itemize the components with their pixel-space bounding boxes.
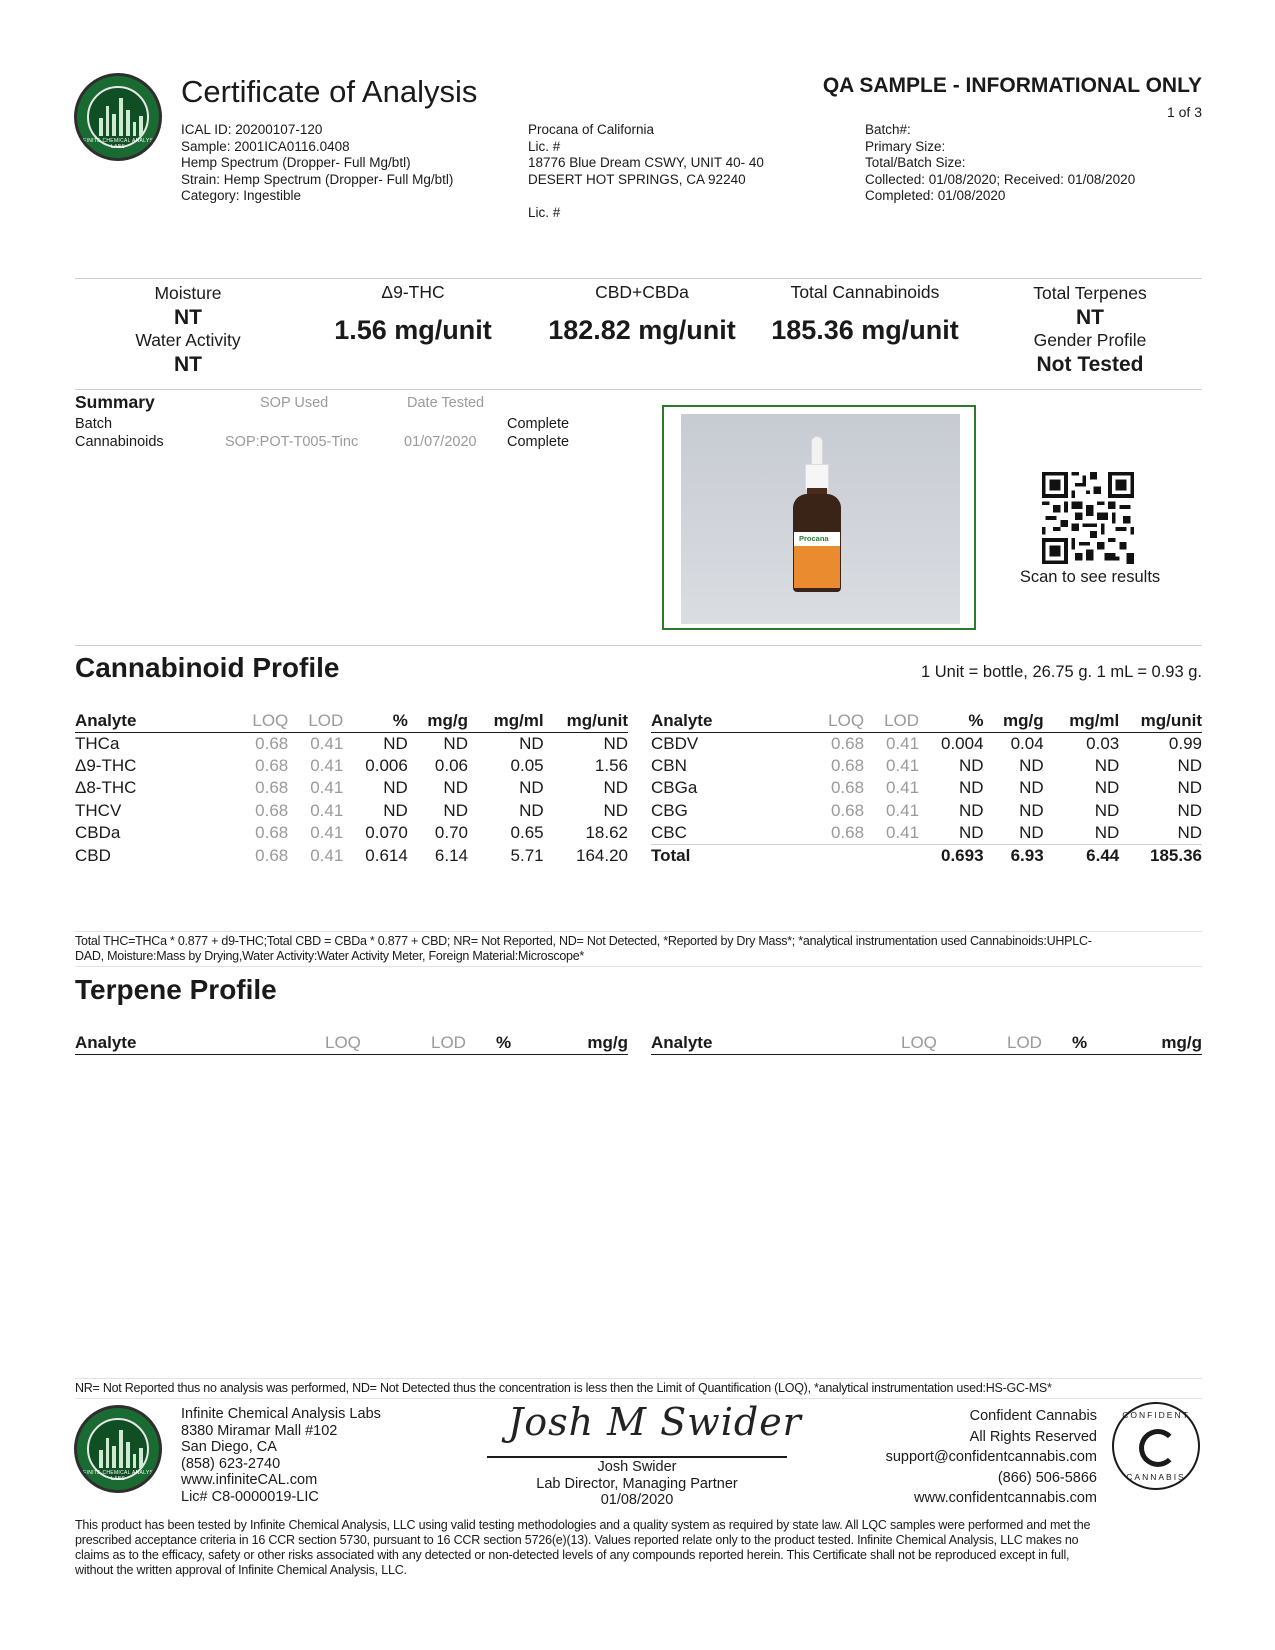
mg-g-cell: ND	[443, 733, 468, 753]
lod-cell: 0.41	[310, 733, 344, 753]
col-lod: LOD	[431, 1033, 466, 1052]
cc-logo-bottom: CANNABIS	[1126, 1472, 1186, 1482]
table-row	[75, 822, 628, 845]
percent-cell: ND	[958, 823, 984, 842]
category: Category: Ingestible	[181, 188, 302, 203]
loq-cell: 0.68	[830, 800, 865, 820]
col-mg-ml: mg/ml	[468, 710, 544, 732]
mg-g-cell: ND	[443, 800, 468, 820]
total-cannabinoids-label: Total Cannabinoids	[790, 282, 940, 302]
table-row	[651, 732, 1202, 755]
col-mg-unit: mg/unit	[1119, 710, 1202, 732]
unit-note: 1 Unit = bottle, 26.75 g. 1 mL = 0.93 g.	[921, 663, 1202, 681]
disclaimer-line: This product has been tested by Infinite Chemical Analysis, LLC using valid testing methodologies and a quality system as required by state law. All LQC samples were performed and met the	[75, 1518, 1091, 1532]
analyte-cell: CBC	[651, 823, 687, 842]
strain: Strain: Hemp Spectrum (Dropper- Full Mg/btl)	[181, 171, 454, 187]
percent-cell: 0.070	[365, 823, 408, 843]
analyte-cell: CBGa	[651, 778, 698, 798]
sample-id: Sample: 2001ICA0116.0408	[181, 138, 350, 154]
analyte-cell: CBDa	[75, 823, 121, 843]
col-loq: LOQ	[325, 1033, 361, 1052]
loq-cell: 0.68	[830, 823, 865, 842]
col-mg-unit: mg/unit	[544, 710, 628, 732]
sop-header: SOP Used	[260, 395, 329, 411]
percent-cell: ND	[383, 778, 408, 798]
lab-info	[181, 1406, 381, 1505]
signatory-title: Lab Director, Managing Partner	[536, 1475, 738, 1492]
loq-cell: 0.68	[830, 733, 865, 753]
col-percent: %	[343, 710, 408, 732]
mg-ml-cell: ND	[1094, 823, 1120, 842]
mg-ml-cell: ND	[519, 778, 544, 798]
mg-g-cell: 6.14	[434, 845, 468, 865]
lab-phone: (858) 623-2740	[181, 1455, 281, 1472]
lab-logo-footer	[74, 1405, 162, 1493]
d9thc-label: Δ9-THC	[381, 282, 445, 302]
analyte-cell: Δ8-THC	[75, 778, 137, 798]
col-percent: %	[1072, 1033, 1088, 1052]
mg-unit-cell: 0.99	[1168, 733, 1202, 753]
analyte-cell: THCV	[75, 800, 122, 820]
collected-received: Collected: 01/08/2020; Received: 01/08/2020	[865, 171, 1136, 187]
col-loq: LOQ	[901, 1033, 937, 1052]
terpene-table-right-header	[651, 1033, 1202, 1055]
table-row	[75, 845, 628, 868]
total-lod	[864, 845, 919, 868]
cannabinoid-profile-heading: Cannabinoid Profile	[75, 652, 340, 683]
loq-cell: 0.68	[255, 778, 289, 798]
analyte-cell: CBN	[651, 755, 687, 775]
col-lod: LOD	[1007, 1033, 1042, 1052]
total-label: Total	[651, 845, 759, 868]
d9thc-value: 1.56 mg/unit	[334, 315, 492, 345]
loq-cell: 0.68	[830, 778, 865, 798]
disclaimer-line: prescribed acceptance criteria in 16 CCR section 5730, pursuant to 16 CCR section 5726(e)(13). Values reported relate only to the product tested. Infinite Chemical Analysis, LLC makes no	[75, 1533, 1079, 1547]
mg-ml-cell: ND	[1094, 778, 1120, 798]
page-number: 1 of 3	[1166, 104, 1202, 120]
divider	[75, 278, 1202, 279]
mg-unit-cell: 1.56	[594, 755, 628, 775]
terpene-table-left-header	[75, 1033, 628, 1055]
total-loq	[759, 845, 864, 868]
divider	[75, 1378, 1202, 1379]
mg-ml-cell: 0.05	[510, 755, 544, 775]
confident-cannabis-logo	[1112, 1402, 1200, 1490]
loq-cell: 0.68	[830, 755, 865, 775]
table-row	[651, 777, 1202, 800]
qr-caption: Scan to see results	[1019, 568, 1161, 586]
cbd-metric	[527, 282, 757, 346]
cannabinoid-table-left	[75, 710, 628, 867]
percent-cell: ND	[958, 800, 984, 820]
lod-cell: 0.41	[310, 800, 344, 820]
mg-ml-cell: 0.65	[510, 823, 544, 843]
client-license: Lic. #	[528, 138, 561, 154]
cc-phone: (866) 506-5866	[997, 1469, 1097, 1486]
analyte-cell: Δ9-THC	[75, 755, 137, 775]
col-mg-g: mg/g	[984, 710, 1044, 732]
batch-number: Batch#:	[865, 122, 911, 137]
lod-cell: 0.41	[310, 778, 344, 798]
terpenes-value: NT	[1076, 306, 1104, 329]
footnote-line-1: Total THC=THCa * 0.877 + d9-THC;Total CBD = CBDa * 0.877 + CBD; NR= Not Reported, ND= Not Detected, *Reported by Dry Mass*; *analytical instrumentation used Cannabinoids:UHPLC-	[75, 934, 1092, 948]
col-analyte: Analyte	[75, 1033, 137, 1052]
col-analyte: Analyte	[651, 1033, 713, 1052]
footnote-line-2: DAD, Moisture:Mass by Drying,Water Activity:Water Activity Meter, Foreign Material:Microscope*	[75, 949, 585, 963]
total-mg-unit: 185.36	[1119, 845, 1202, 868]
col-mg-ml: mg/ml	[1044, 710, 1120, 732]
client-name: Procana of California	[528, 122, 655, 137]
cc-rights: All Rights Reserved	[969, 1428, 1097, 1445]
logo-text: INFINITE CHEMICAL ANALYSIS LABS	[77, 138, 159, 150]
table-row	[651, 800, 1202, 823]
mg-ml-cell: 5.71	[510, 845, 544, 865]
analyte-cell: THCa	[75, 733, 120, 753]
product-photo	[662, 405, 976, 630]
mg-unit-cell: ND	[603, 800, 628, 820]
lod-cell: 0.41	[885, 778, 920, 798]
col-lod: LOD	[864, 710, 919, 732]
total-cannabinoids-metric	[755, 282, 975, 346]
logo-text: INFINITE CHEMICAL ANALYSIS LABS	[77, 1470, 159, 1482]
signatory-name: Josh Swider	[597, 1459, 677, 1475]
qr-code[interactable]	[1042, 472, 1134, 564]
batch-info	[865, 122, 1135, 205]
mg-ml-cell: ND	[1094, 755, 1120, 775]
water-activity-label: Water Activity	[135, 330, 241, 350]
mg-unit-cell: ND	[1177, 800, 1202, 820]
divider	[75, 966, 1202, 967]
col-analyte: Analyte	[651, 710, 759, 732]
batch-size: Total/Batch Size:	[865, 155, 966, 170]
cc-logo-top: CONFIDENT	[1122, 1410, 1190, 1420]
analyte-cell: CBG	[651, 800, 688, 820]
d9thc-metric	[313, 282, 513, 346]
document-title: Certificate of Analysis	[181, 74, 478, 109]
percent-cell: 0.006	[365, 755, 408, 775]
mg-ml-cell: ND	[519, 800, 544, 820]
summary-row-cannabinoids-status: Complete	[507, 434, 570, 450]
divider	[75, 1398, 1202, 1399]
ical-id: ICAL ID: 20200107-120	[181, 122, 323, 137]
disclaimer-line: without the written approval of Infinite Chemical Analysis, LLC.	[75, 1563, 407, 1577]
mg-unit-cell: ND	[1177, 755, 1202, 775]
col-percent: %	[919, 710, 984, 732]
signature-line	[487, 1456, 787, 1458]
gender-label: Gender Profile	[1033, 330, 1147, 350]
mg-unit-cell: ND	[1177, 823, 1202, 842]
lab-logo	[74, 73, 162, 161]
divider	[75, 645, 1202, 646]
signature: Josh M Swider	[508, 1400, 802, 1444]
table-row	[75, 755, 628, 778]
lod-cell: 0.41	[885, 733, 920, 753]
divider	[75, 389, 1202, 390]
summary-row-batch-name: Batch	[75, 416, 113, 432]
mg-g-cell: 0.06	[434, 755, 468, 775]
terpene-profile-heading: Terpene Profile	[75, 974, 277, 1005]
cc-website[interactable]: www.confidentcannabis.com	[914, 1490, 1097, 1506]
client-address-1: 18776 Blue Dream CSWY, UNIT 40- 40	[528, 155, 764, 170]
lab-address: 8380 Miramar Mall #102	[181, 1422, 338, 1439]
summary-row-batch-status: Complete	[507, 416, 570, 432]
total-cannabinoids-value: 185.36 mg/unit	[771, 315, 959, 345]
mg-unit-cell: ND	[603, 733, 628, 753]
loq-cell: 0.68	[255, 800, 289, 820]
primary-size: Primary Size:	[865, 138, 946, 154]
mg-g-cell: ND	[1019, 823, 1044, 842]
qa-label: QA SAMPLE - INFORMATIONAL ONLY	[822, 74, 1202, 97]
total-percent: 0.693	[919, 845, 984, 868]
total-mg-g: 6.93	[984, 845, 1044, 868]
col-mg-g: mg/g	[1161, 1033, 1202, 1052]
percent-cell: ND	[383, 733, 408, 753]
signatory-date: 01/08/2020	[600, 1492, 674, 1508]
mg-unit-cell: 164.20	[576, 845, 628, 865]
divider	[75, 931, 1202, 932]
cannabinoid-table-right	[651, 710, 1202, 867]
lab-city: San Diego, CA	[181, 1439, 277, 1455]
mg-unit-cell: 18.62	[585, 823, 628, 843]
completed-date: Completed: 01/08/2020	[865, 188, 1006, 203]
mg-ml-cell: 0.03	[1086, 733, 1120, 753]
col-analyte: Analyte	[75, 710, 183, 732]
percent-cell: ND	[958, 755, 984, 775]
loq-cell: 0.68	[255, 845, 289, 865]
mg-ml-cell: ND	[1094, 800, 1120, 820]
table-row	[75, 777, 628, 800]
total-mg-ml: 6.44	[1044, 845, 1120, 868]
loq-cell: 0.68	[255, 733, 289, 753]
col-mg-g: mg/g	[408, 710, 468, 732]
analyte-cell: CBD	[75, 845, 111, 865]
total-row	[651, 845, 1202, 868]
cannabinoid-footnote	[75, 934, 1092, 964]
col-percent: %	[496, 1033, 512, 1052]
analyte-cell: CBDV	[651, 733, 699, 753]
sample-name: Hemp Spectrum (Dropper- Full Mg/btl)	[181, 155, 411, 170]
lod-cell: 0.41	[885, 823, 920, 842]
summary-row-cannabinoids-name: Cannabinoids	[75, 434, 164, 450]
table-row	[651, 755, 1202, 778]
col-mg-g: mg/g	[587, 1033, 628, 1052]
date-header: Date Tested	[407, 395, 485, 411]
mg-g-cell: 0.70	[434, 823, 468, 843]
mg-g-cell: ND	[1019, 778, 1044, 798]
moisture-metric	[108, 283, 268, 377]
terpenes-label: Total Terpenes	[1033, 283, 1147, 303]
client-address-2: DESERT HOT SPRINGS, CA 92240	[528, 171, 746, 187]
summary-heading: Summary	[75, 392, 155, 412]
mg-unit-cell: ND	[1177, 778, 1202, 798]
bottom-note: NR= Not Reported thus no analysis was performed, ND= Not Detected thus the concentration is less then the Limit of Quantification (LOQ), *analytical instrumentation used:HS-GC-MS*	[75, 1381, 1052, 1395]
lab-license: Lic# C8-0000019-LIC	[181, 1488, 319, 1505]
table-row	[651, 822, 1202, 845]
lod-cell: 0.41	[885, 755, 920, 775]
moisture-label: Moisture	[154, 283, 222, 303]
lab-website[interactable]: www.infiniteCAL.com	[181, 1472, 318, 1488]
client-license-2: Lic. #	[528, 204, 561, 220]
table-row	[75, 732, 628, 755]
lod-cell: 0.41	[310, 755, 344, 775]
bottle-brand: Procana	[794, 532, 840, 546]
lod-cell: 0.41	[310, 845, 344, 865]
disclaimer	[75, 1518, 1090, 1578]
signatory-info	[487, 1459, 787, 1509]
col-loq: LOQ	[759, 710, 864, 732]
mg-ml-cell: ND	[519, 733, 544, 753]
col-lod: LOD	[288, 710, 343, 732]
percent-cell: ND	[383, 800, 408, 820]
lod-cell: 0.41	[310, 823, 344, 843]
terpenes-metric	[1010, 283, 1170, 377]
cc-name: Confident Cannabis	[969, 1408, 1097, 1424]
moisture-value: NT	[174, 306, 202, 329]
mg-g-cell: ND	[443, 778, 468, 798]
mg-unit-cell: ND	[603, 778, 628, 798]
mg-g-cell: ND	[1019, 755, 1044, 775]
loq-cell: 0.68	[255, 755, 289, 775]
mg-g-cell: 0.04	[1010, 733, 1044, 753]
percent-cell: 0.004	[941, 733, 984, 753]
disclaimer-line: claims as to the efficacy, safety or other risks associated with any detected or non-detected levels of any compounds reported herein. This Certificate shall not be reproduced except in full,	[75, 1548, 1070, 1562]
client-info	[528, 122, 764, 221]
lab-name: Infinite Chemical Analysis Labs	[181, 1406, 381, 1422]
table-row	[75, 800, 628, 823]
summary-row-cannabinoids-sop: SOP:POT-T005-Tinc	[225, 434, 359, 450]
cbd-value: 182.82 mg/unit	[548, 315, 736, 345]
gender-value: Not Tested	[1036, 353, 1144, 376]
cbd-label: CBD+CBDa	[595, 282, 689, 302]
col-loq: LOQ	[183, 710, 288, 732]
cc-email[interactable]: support@confidentcannabis.com	[885, 1449, 1097, 1465]
percent-cell: ND	[958, 778, 984, 798]
water-activity-value: NT	[174, 353, 202, 376]
percent-cell: 0.614	[365, 845, 408, 865]
sample-info	[181, 122, 453, 205]
mg-g-cell: ND	[1019, 800, 1044, 820]
summary-row-cannabinoids-date: 01/07/2020	[404, 434, 477, 450]
confident-info	[886, 1406, 1097, 1509]
lod-cell: 0.41	[885, 800, 920, 820]
loq-cell: 0.68	[255, 823, 289, 843]
